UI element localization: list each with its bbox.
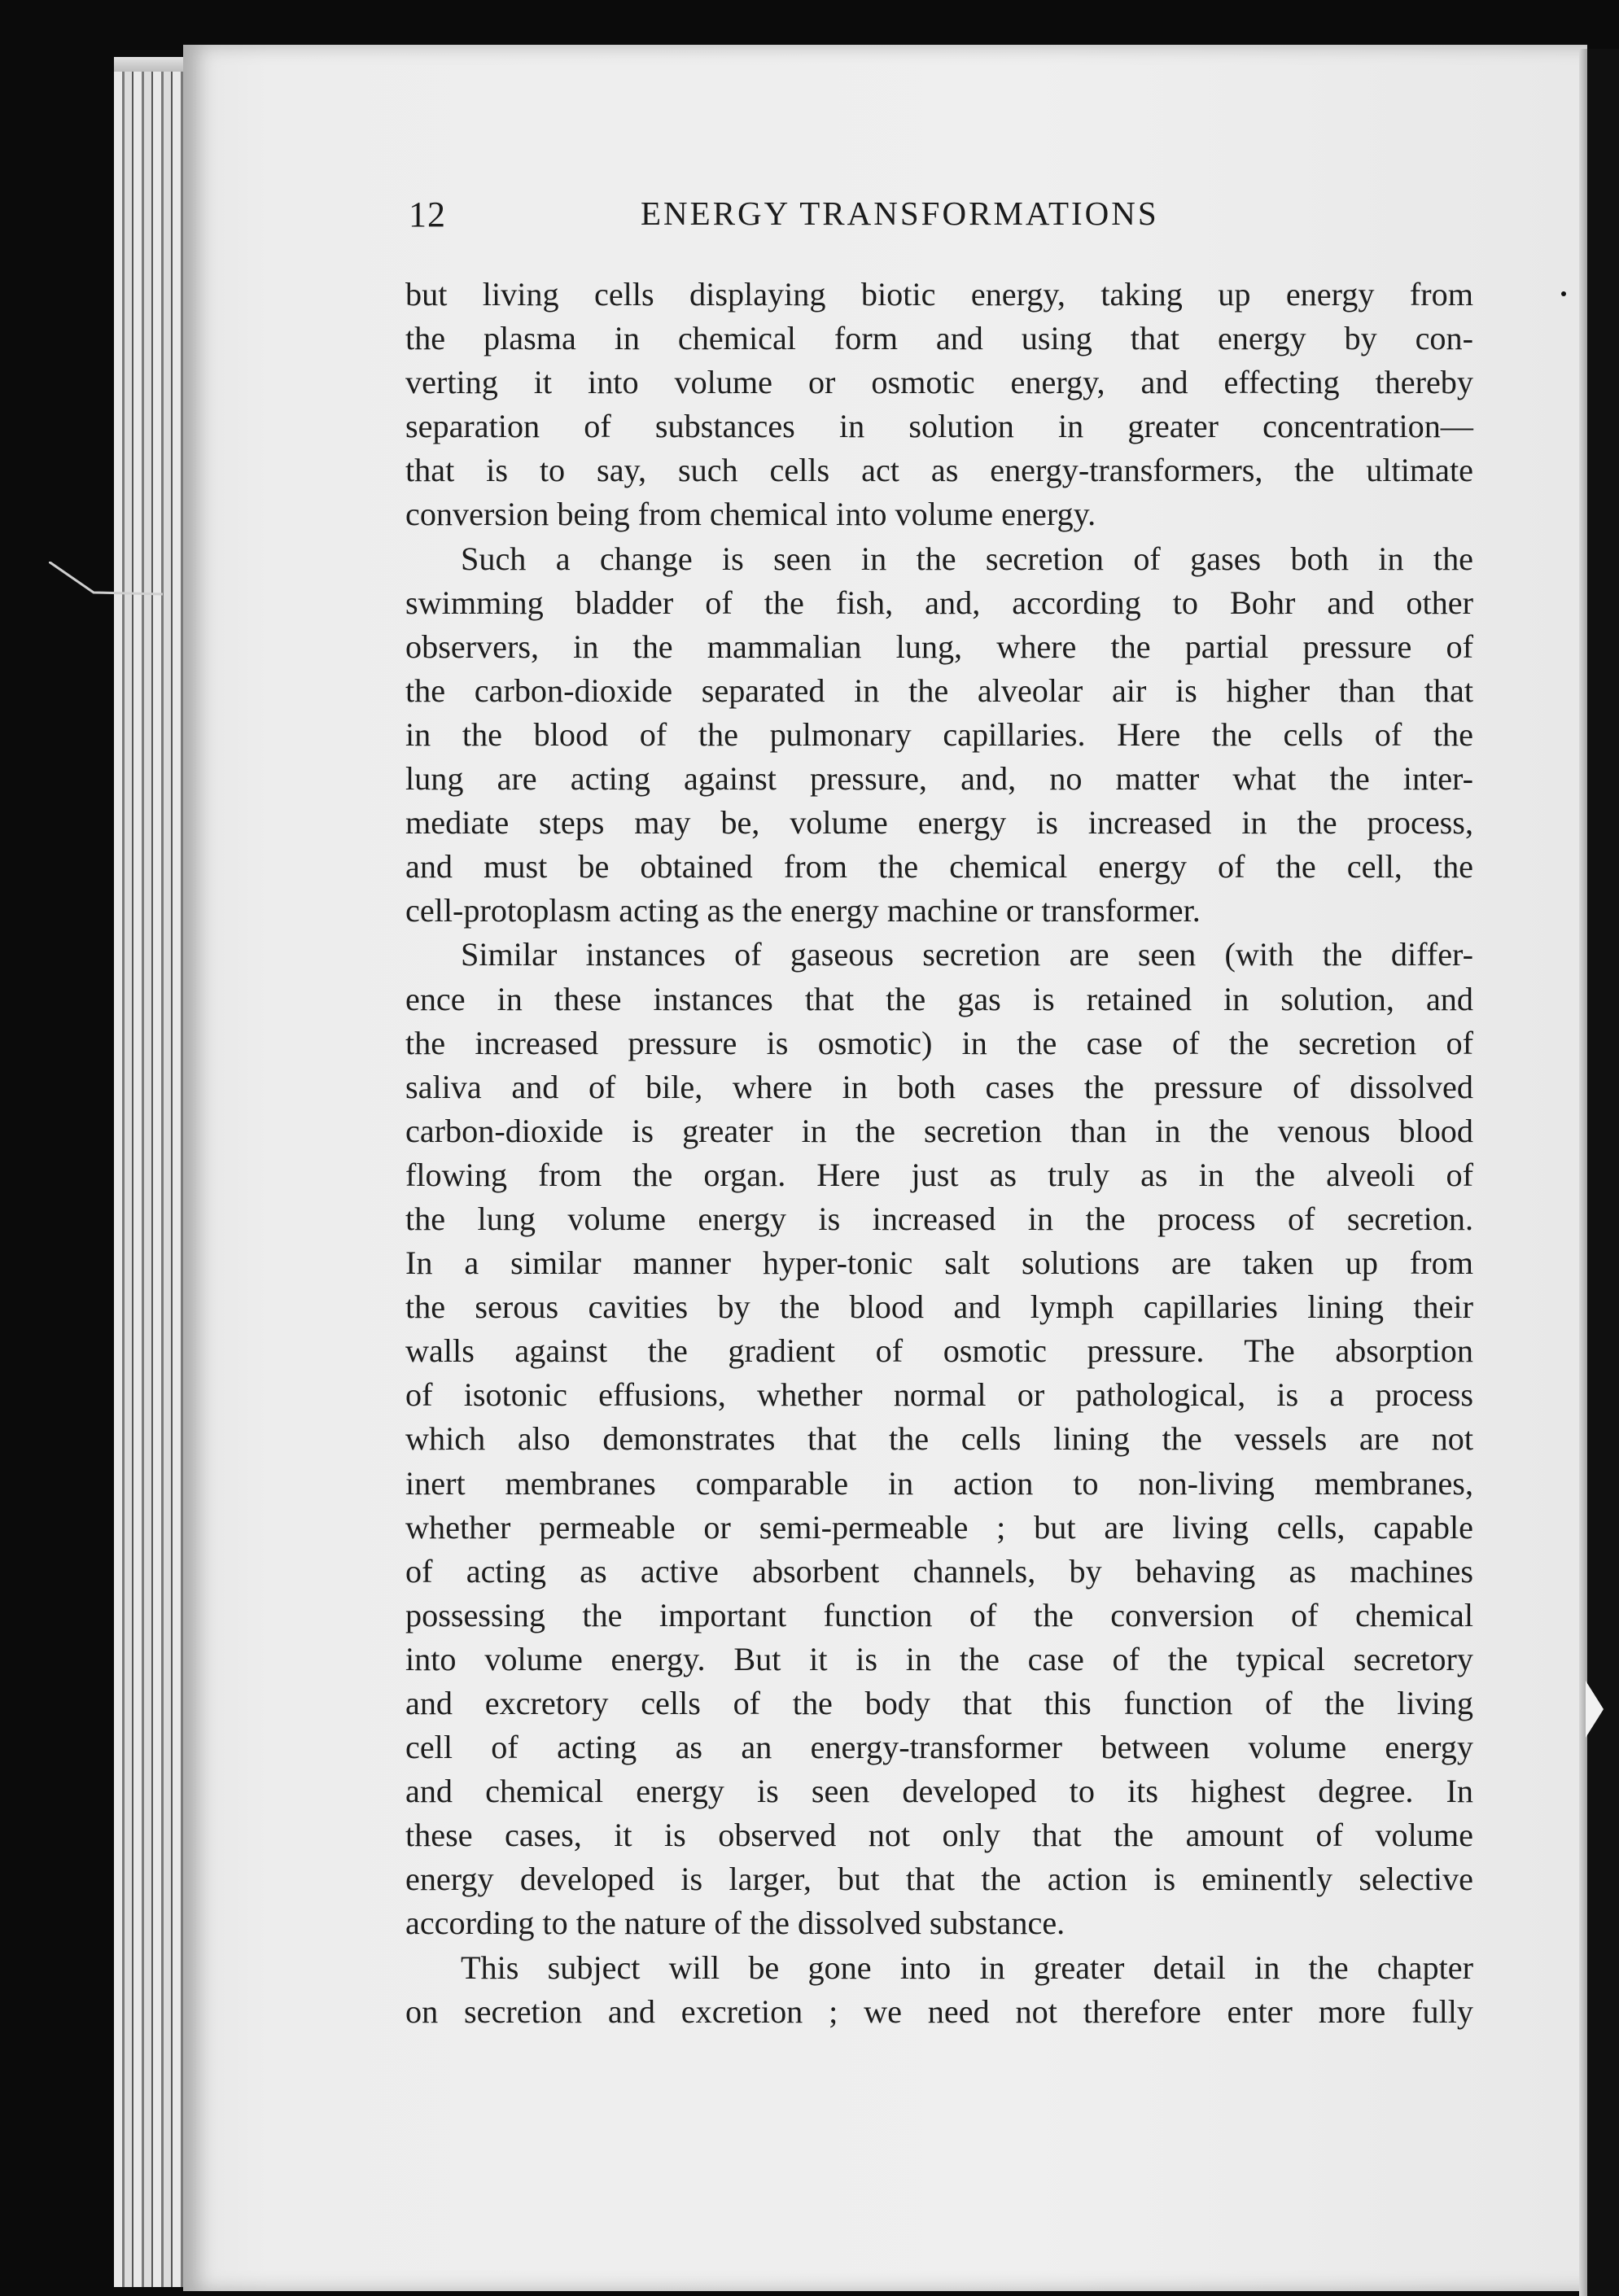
text-line: the plasma in chemical form and using that energy by con-	[405, 320, 1473, 357]
page-tab-mark	[1586, 1681, 1605, 1738]
margin-mark	[49, 562, 171, 610]
text-line: of isotonic effusions, whether normal or pathological, is a process	[405, 1376, 1473, 1414]
text-line: conversion being from chemical into volume energy.	[405, 496, 1096, 533]
text-line: of acting as active absorbent channels, by behaving as machines	[405, 1552, 1473, 1590]
text-line: mediate steps may be, volume energy is increased in the process,	[405, 804, 1473, 842]
text-line: swimming bladder of the fish, and, according to Bohr and other	[405, 584, 1473, 621]
text-line: the lung volume energy is increased in the process of secretion.	[405, 1200, 1473, 1237]
text-line: these cases, it is observed not only that the amount of volume	[405, 1817, 1473, 1854]
running-head: ENERGY TRANSFORMATIONS	[641, 195, 1159, 232]
text-line: saliva and of bile, where in both cases the pressure of dissolved	[405, 1068, 1473, 1105]
text-line: cell-protoplasm acting as the energy machine or transformer.	[405, 892, 1201, 929]
text-line: possessing the important function of the conversion of chemical	[405, 1596, 1473, 1633]
text-line: in the blood of the pulmonary capillaries. Here the cells of the	[405, 715, 1473, 753]
text-line: This subject will be gone into in greater detail in the chapter	[461, 1948, 1473, 1986]
text-line: observers, in the mammalian lung, where the partial pressure of	[405, 628, 1473, 665]
text-line: the serous cavities by the blood and lymph capillaries lining their	[405, 1288, 1473, 1326]
page-number: 12	[409, 195, 446, 234]
text-line: and must be obtained from the chemical energy of the cell, the	[405, 848, 1473, 886]
text-line: lung are acting against pressure, and, no matter what the inter-	[405, 760, 1473, 798]
text-line: Such a change is seen in the secretion of gases both in the	[461, 540, 1473, 577]
text-line: but living cells displaying biotic energy, taking up energy from	[405, 276, 1473, 313]
text-line: inert membranes comparable in action to non-living membranes,	[405, 1464, 1473, 1502]
dust-speck	[1561, 291, 1566, 296]
text-line: flowing from the organ. Here just as truly as in the alveoli of	[405, 1156, 1473, 1193]
body-text	[405, 273, 1473, 2034]
text-line: on secretion and excretion ; we need not therefore enter more fully	[405, 1992, 1473, 2030]
text-line: into volume energy. But it is in the case of the typical secretory	[405, 1640, 1473, 1677]
text-line: the carbon-dioxide separated in the alveolar air is higher than that	[405, 671, 1473, 709]
text-line: energy developed is larger, but that the action is eminently selective	[405, 1861, 1473, 1898]
text-line: that is to say, such cells act as energy-transformers, the ultimate	[405, 452, 1473, 489]
text-line: Similar instances of gaseous secretion are seen (with the differ-	[461, 936, 1473, 973]
right-dark-border	[1587, 49, 1619, 2296]
text-line: In a similar manner hyper-tonic salt solutions are taken up from	[405, 1244, 1473, 1282]
text-line: and chemical energy is seen developed to its highest degree. In	[405, 1773, 1473, 1810]
text-line: whether permeable or semi-permeable ; but are living cells, capable	[405, 1508, 1473, 1546]
text-line: walls against the gradient of osmotic pressure. The absorption	[405, 1332, 1473, 1370]
text-line: verting it into volume or osmotic energy, and effecting thereby	[405, 364, 1473, 401]
text-line: the increased pressure is osmotic) in the case of the secretion of	[405, 1024, 1473, 1061]
text-line: ence in these instances that the gas is retained in solution, and	[405, 980, 1473, 1017]
text-line: which also demonstrates that the cells lining the vessels are not	[405, 1420, 1473, 1458]
text-line: according to the nature of the dissolved substance.	[405, 1905, 1065, 1942]
text-line: separation of substances in solution in greater concentration—	[405, 408, 1473, 445]
text-line: and excretory cells of the body that this function of the living	[405, 1685, 1473, 1721]
text-line: carbon-dioxide is greater in the secretion than in the venous blood	[405, 1112, 1473, 1149]
text-line: cell of acting as an energy-transformer between volume energy	[405, 1729, 1473, 1766]
page-header	[409, 194, 1473, 251]
